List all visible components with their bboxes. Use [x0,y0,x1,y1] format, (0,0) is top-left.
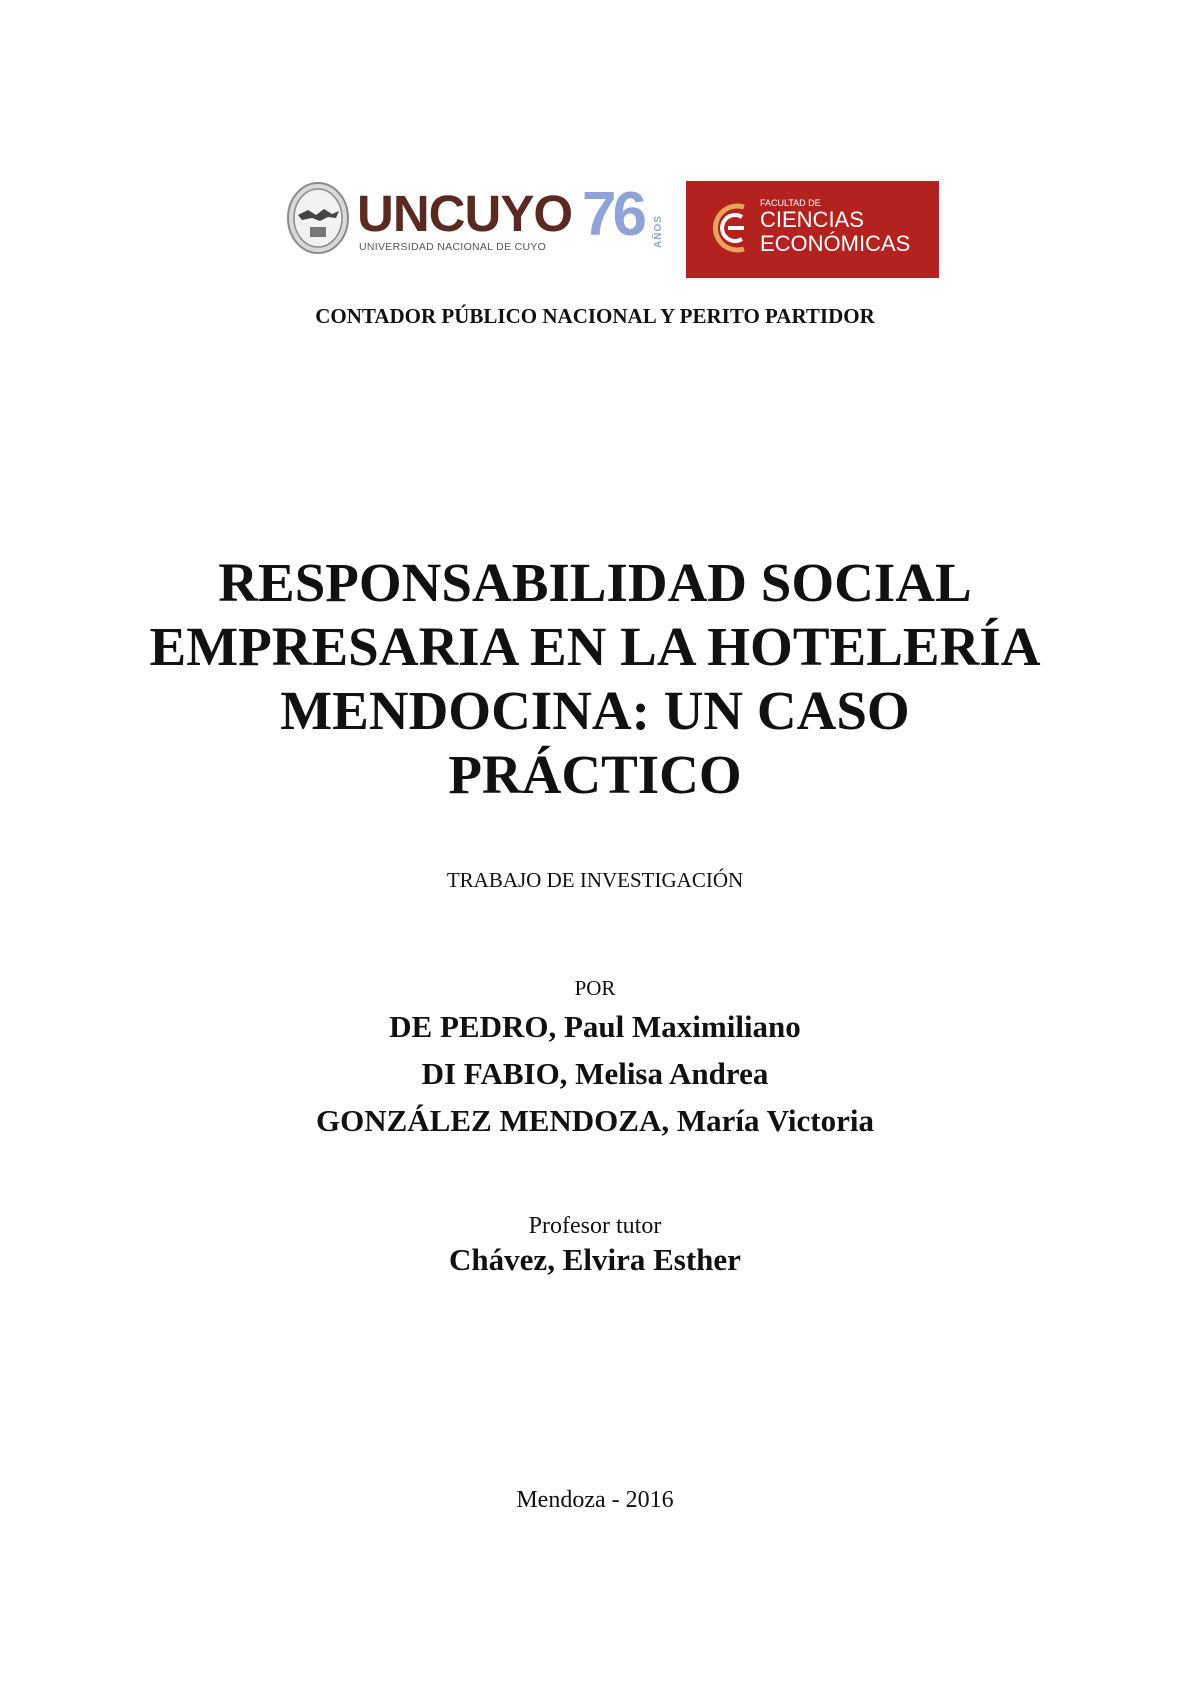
author-name: GONZÁLEZ MENDOZA, María Victoria [316,1103,874,1138]
uncuyo-subtitle: UNIVERSIDAD NACIONAL DE CUYO [359,241,547,253]
faculty-line-1: CIENCIAS [760,207,864,232]
faculty-logo [686,181,939,278]
university-seal-icon [286,181,350,255]
anniversary-number: 76 [582,180,643,249]
faculty-line-2: ECONÓMICAS [760,231,911,256]
title-line: RESPONSABILIDAD SOCIAL [218,552,972,613]
career-heading: CONTADOR PÚBLICO NACIONAL Y PERITO PARTIDOR [315,304,875,328]
title-line: MENDOCINA: UN CASO [280,680,910,741]
author-name: DI FABIO, Melisa Andrea [421,1056,769,1091]
title-line: EMPRESARIA EN LA HOTELERÍA [149,616,1041,677]
authors-list [0,1003,1190,1144]
logo-bar [286,181,944,279]
faculty-c-mark-icon [706,195,752,261]
by-label: POR [574,976,616,1000]
faculty-small-text: FACULTAD DE [760,198,821,208]
uncuyo-wordmark: UNCUYO [357,185,573,242]
place-date: Mendoza - 2016 [516,1487,674,1513]
tutor-name: Chávez, Elvira Esther [449,1242,741,1277]
author-name: DE PEDRO, Paul Maximiliano [389,1009,801,1044]
document-title [0,551,1190,807]
title-line: PRÁCTICO [448,744,742,805]
tutor-label: Profesor tutor [528,1213,662,1239]
document-type: TRABAJO DE INVESTIGACIÓN [446,868,744,892]
anniversary-word: AÑOS [653,215,664,249]
